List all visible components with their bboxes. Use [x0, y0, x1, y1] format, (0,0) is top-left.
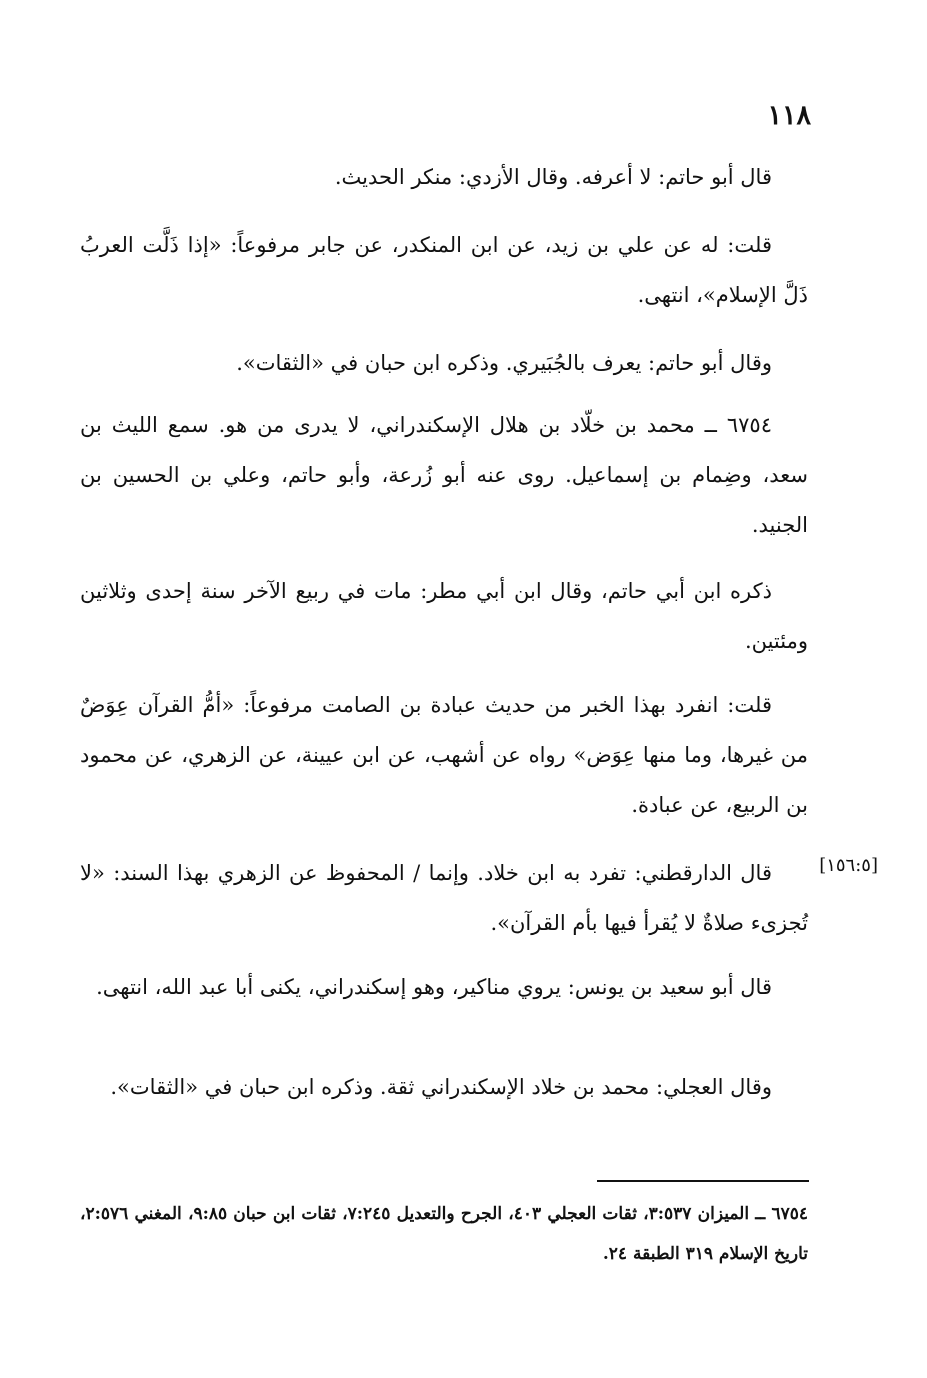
margin-volume-reference: [١٥٦:٥] [819, 855, 878, 876]
entry-6754-heading: ٦٧٥٤ ــ محمد بن خلّاد بن هلال الإسكندراني، لا يدرى من هو. سمع الليث بن سعد، وضِمام بن إسماعيل. روى عنه أبو زُرعة، وأبو حاتم، وعلي بن الحسين بن الجنيد. [80, 413, 808, 537]
paragraph-death-date: ذكره ابن أبي حاتم، وقال ابن أبي مطر: مات في ربيع الآخر سنة إحدى وثلاثين ومئتين. [80, 579, 808, 653]
page-number: ١١٨ [767, 100, 811, 131]
paragraph-ijli: وقال العجلي: محمد بن خلاد الإسكندراني ثقة. وذكره ابن حبان في «الثقات». [110, 1075, 772, 1099]
paragraph-jubayri: وقال أبو حاتم: يعرف بالجُبَيري. وذكره ابن حبان في «الثقات». [236, 351, 772, 375]
paragraph-abu-hatim: قال أبو حاتم: لا أعرفه. وقال الأزدي: منكر الحديث. [334, 165, 772, 189]
paragraph-qultu-ubada: قلت: انفرد بهذا الخبر من حديث عبادة بن الصامت مرفوعاً: «أمُّ القرآن عِوَضٌ من غيرها، وما منها عِوَض» رواه عن أشهب، عن ابن عيينة، عن الزهري، عن محمود بن الربيع، عن عبادة. [80, 693, 808, 817]
footnote-separator [597, 1180, 809, 1182]
footnote-sources: ٦٧٥٤ ــ الميزان ٣:٥٣٧، ثقات العجلي ٤٠٣، الجرح والتعديل ٧:٢٤٥، ثقات ابن حبان ٩:٨٥، المغني ٢:٥٧٦، تاريخ الإسلام ٣١٩ الطبقة ٢٤. [80, 1204, 808, 1264]
paragraph-ibn-yunus: قال أبو سعيد بن يونس: يروي مناكير، وهو إسكندراني، يكنى أبا عبد الله، انتهى. [96, 975, 772, 999]
paragraph-daraqutni: قال الدارقطني: تفرد به ابن خلاد. وإنما / المحفوظ عن الزهري بهذا السند: «لا تُجزىء صلاةٌ لا يُقرأ فيها بأم القرآن». [80, 861, 808, 935]
paragraph-qultu-arab: قلت: له عن علي بن زيد، عن ابن المنكدر، عن جابر مرفوعاً: «إذا ذَلَّت العربُ ذَلَّ الإسلام»، انتهى. [80, 233, 808, 307]
